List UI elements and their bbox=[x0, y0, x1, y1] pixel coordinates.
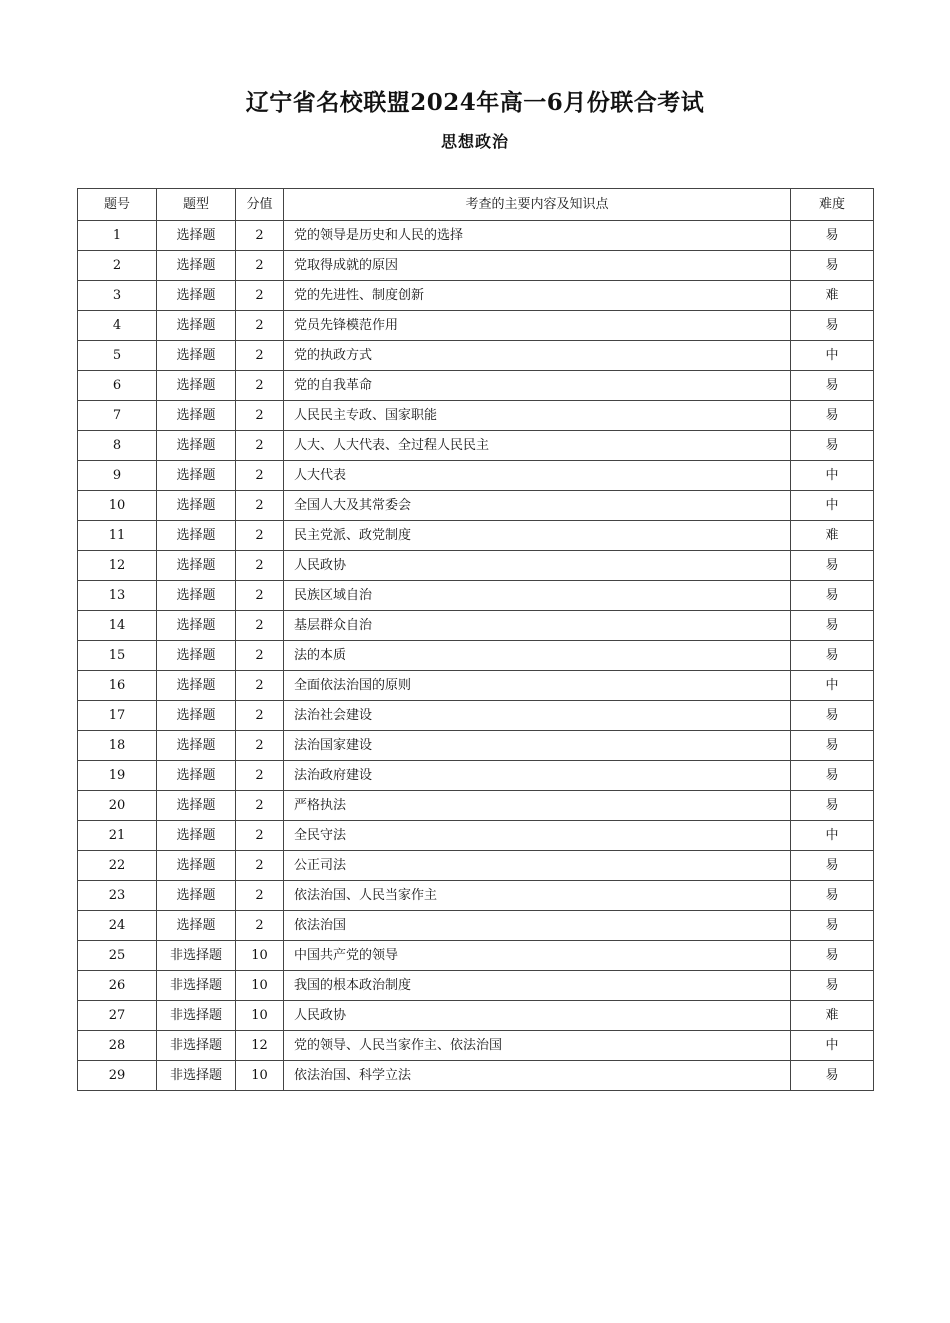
cell-question-type: 非选择题 bbox=[157, 1001, 236, 1031]
cell-question-type: 非选择题 bbox=[157, 971, 236, 1001]
table-row bbox=[78, 401, 874, 431]
cell-question-number: 20 bbox=[78, 791, 157, 821]
cell-difficulty: 易 bbox=[791, 431, 874, 461]
cell-difficulty: 难 bbox=[791, 1001, 874, 1031]
table-row bbox=[78, 371, 874, 401]
cell-score: 10 bbox=[236, 971, 284, 1001]
cell-difficulty: 难 bbox=[791, 521, 874, 551]
cell-score: 2 bbox=[236, 521, 284, 551]
cell-content: 依法治国、人民当家作主 bbox=[284, 881, 791, 911]
cell-question-number: 11 bbox=[78, 521, 157, 551]
cell-score: 2 bbox=[236, 641, 284, 671]
cell-score: 2 bbox=[236, 701, 284, 731]
cell-difficulty: 易 bbox=[791, 971, 874, 1001]
cell-question-number: 19 bbox=[78, 761, 157, 791]
cell-difficulty: 易 bbox=[791, 761, 874, 791]
cell-score: 2 bbox=[236, 911, 284, 941]
cell-question-type: 选择题 bbox=[157, 401, 236, 431]
cell-difficulty: 中 bbox=[791, 341, 874, 371]
table-row bbox=[78, 941, 874, 971]
header-difficulty: 难度 bbox=[791, 189, 874, 221]
cell-difficulty: 易 bbox=[791, 851, 874, 881]
cell-question-number: 25 bbox=[78, 941, 157, 971]
cell-score: 2 bbox=[236, 221, 284, 251]
cell-score: 2 bbox=[236, 671, 284, 701]
cell-question-number: 7 bbox=[78, 401, 157, 431]
cell-score: 2 bbox=[236, 581, 284, 611]
table-row bbox=[78, 851, 874, 881]
cell-difficulty: 中 bbox=[791, 491, 874, 521]
cell-difficulty: 中 bbox=[791, 461, 874, 491]
table-row bbox=[78, 761, 874, 791]
cell-score: 2 bbox=[236, 731, 284, 761]
table-row bbox=[78, 521, 874, 551]
cell-question-type: 选择题 bbox=[157, 611, 236, 641]
cell-score: 2 bbox=[236, 461, 284, 491]
cell-difficulty: 易 bbox=[791, 1061, 874, 1091]
table-row bbox=[78, 581, 874, 611]
cell-score: 2 bbox=[236, 491, 284, 521]
table-row bbox=[78, 281, 874, 311]
cell-question-type: 选择题 bbox=[157, 791, 236, 821]
cell-difficulty: 易 bbox=[791, 911, 874, 941]
cell-question-number: 23 bbox=[78, 881, 157, 911]
cell-content: 全民守法 bbox=[284, 821, 791, 851]
table-row bbox=[78, 431, 874, 461]
table-row bbox=[78, 641, 874, 671]
cell-question-type: 选择题 bbox=[157, 371, 236, 401]
cell-question-type: 选择题 bbox=[157, 821, 236, 851]
table-row bbox=[78, 1061, 874, 1091]
cell-question-type: 选择题 bbox=[157, 311, 236, 341]
cell-difficulty: 易 bbox=[791, 371, 874, 401]
cell-difficulty: 易 bbox=[791, 791, 874, 821]
cell-question-number: 21 bbox=[78, 821, 157, 851]
cell-question-number: 12 bbox=[78, 551, 157, 581]
cell-score: 10 bbox=[236, 1061, 284, 1091]
cell-difficulty: 中 bbox=[791, 821, 874, 851]
cell-content: 党的领导、人民当家作主、依法治国 bbox=[284, 1031, 791, 1061]
cell-score: 2 bbox=[236, 611, 284, 641]
cell-score: 10 bbox=[236, 1001, 284, 1031]
cell-content: 全面依法治国的原则 bbox=[284, 671, 791, 701]
cell-content: 基层群众自治 bbox=[284, 611, 791, 641]
table-row bbox=[78, 611, 874, 641]
cell-question-type: 选择题 bbox=[157, 251, 236, 281]
cell-question-number: 4 bbox=[78, 311, 157, 341]
cell-difficulty: 易 bbox=[791, 731, 874, 761]
cell-difficulty: 易 bbox=[791, 881, 874, 911]
header-content: 考查的主要内容及知识点 bbox=[284, 189, 791, 221]
cell-question-type: 选择题 bbox=[157, 731, 236, 761]
table-row bbox=[78, 551, 874, 581]
cell-difficulty: 易 bbox=[791, 611, 874, 641]
cell-question-number: 15 bbox=[78, 641, 157, 671]
cell-question-type: 选择题 bbox=[157, 911, 236, 941]
cell-difficulty: 易 bbox=[791, 311, 874, 341]
cell-question-type: 选择题 bbox=[157, 851, 236, 881]
cell-question-number: 9 bbox=[78, 461, 157, 491]
cell-question-number: 16 bbox=[78, 671, 157, 701]
table-row bbox=[78, 461, 874, 491]
cell-question-number: 27 bbox=[78, 1001, 157, 1031]
table-header-row bbox=[78, 189, 874, 221]
cell-question-number: 18 bbox=[78, 731, 157, 761]
cell-content: 法的本质 bbox=[284, 641, 791, 671]
cell-question-number: 17 bbox=[78, 701, 157, 731]
cell-question-type: 选择题 bbox=[157, 461, 236, 491]
cell-difficulty: 易 bbox=[791, 401, 874, 431]
cell-question-number: 22 bbox=[78, 851, 157, 881]
table-row bbox=[78, 341, 874, 371]
cell-question-number: 10 bbox=[78, 491, 157, 521]
cell-content: 党员先锋模范作用 bbox=[284, 311, 791, 341]
exam-analysis-table bbox=[77, 188, 874, 1091]
cell-question-number: 2 bbox=[78, 251, 157, 281]
table-row bbox=[78, 491, 874, 521]
cell-difficulty: 中 bbox=[791, 1031, 874, 1061]
cell-score: 2 bbox=[236, 761, 284, 791]
cell-content: 人大代表 bbox=[284, 461, 791, 491]
cell-question-type: 选择题 bbox=[157, 551, 236, 581]
cell-question-number: 26 bbox=[78, 971, 157, 1001]
cell-question-type: 选择题 bbox=[157, 881, 236, 911]
table-row bbox=[78, 311, 874, 341]
table-row bbox=[78, 731, 874, 761]
cell-question-type: 选择题 bbox=[157, 701, 236, 731]
table-row bbox=[78, 791, 874, 821]
cell-difficulty: 中 bbox=[791, 671, 874, 701]
cell-question-number: 29 bbox=[78, 1061, 157, 1091]
table-row bbox=[78, 251, 874, 281]
header-score: 分值 bbox=[236, 189, 284, 221]
cell-question-number: 24 bbox=[78, 911, 157, 941]
cell-question-type: 选择题 bbox=[157, 671, 236, 701]
cell-question-number: 6 bbox=[78, 371, 157, 401]
cell-content: 党的先进性、制度创新 bbox=[284, 281, 791, 311]
cell-question-number: 13 bbox=[78, 581, 157, 611]
cell-question-number: 5 bbox=[78, 341, 157, 371]
table-row bbox=[78, 701, 874, 731]
cell-question-number: 1 bbox=[78, 221, 157, 251]
cell-score: 2 bbox=[236, 251, 284, 281]
cell-question-type: 选择题 bbox=[157, 341, 236, 371]
cell-content: 党的执政方式 bbox=[284, 341, 791, 371]
cell-content: 党的自我革命 bbox=[284, 371, 791, 401]
cell-content: 人民民主专政、国家职能 bbox=[284, 401, 791, 431]
cell-score: 2 bbox=[236, 341, 284, 371]
cell-question-type: 选择题 bbox=[157, 491, 236, 521]
cell-question-type: 选择题 bbox=[157, 431, 236, 461]
cell-content: 我国的根本政治制度 bbox=[284, 971, 791, 1001]
document-subtitle: 思想政治 bbox=[440, 132, 509, 151]
table-row bbox=[78, 821, 874, 851]
cell-content: 依法治国、科学立法 bbox=[284, 1061, 791, 1091]
cell-content: 法治社会建设 bbox=[284, 701, 791, 731]
cell-content: 民族区域自治 bbox=[284, 581, 791, 611]
header-question-number: 题号 bbox=[78, 189, 157, 221]
cell-question-type: 选择题 bbox=[157, 581, 236, 611]
cell-difficulty: 易 bbox=[791, 221, 874, 251]
cell-content: 公正司法 bbox=[284, 851, 791, 881]
cell-score: 2 bbox=[236, 371, 284, 401]
table-row bbox=[78, 1001, 874, 1031]
table-row bbox=[78, 1031, 874, 1061]
cell-question-number: 28 bbox=[78, 1031, 157, 1061]
cell-content: 法治政府建设 bbox=[284, 761, 791, 791]
cell-content: 依法治国 bbox=[284, 911, 791, 941]
document-title: 辽宁省名校联盟2024年高一6月份联合考试 bbox=[245, 89, 705, 116]
cell-content: 人民政协 bbox=[284, 551, 791, 581]
cell-score: 2 bbox=[236, 431, 284, 461]
cell-content: 民主党派、政党制度 bbox=[284, 521, 791, 551]
cell-content: 全国人大及其常委会 bbox=[284, 491, 791, 521]
cell-score: 2 bbox=[236, 311, 284, 341]
header-question-type: 题型 bbox=[157, 189, 236, 221]
cell-question-number: 3 bbox=[78, 281, 157, 311]
cell-question-type: 非选择题 bbox=[157, 1061, 236, 1091]
cell-score: 2 bbox=[236, 881, 284, 911]
cell-difficulty: 易 bbox=[791, 641, 874, 671]
table-row bbox=[78, 671, 874, 701]
cell-difficulty: 难 bbox=[791, 281, 874, 311]
cell-score: 2 bbox=[236, 791, 284, 821]
cell-score: 2 bbox=[236, 281, 284, 311]
cell-question-type: 选择题 bbox=[157, 221, 236, 251]
cell-difficulty: 易 bbox=[791, 251, 874, 281]
cell-question-type: 非选择题 bbox=[157, 941, 236, 971]
cell-content: 中国共产党的领导 bbox=[284, 941, 791, 971]
cell-question-type: 选择题 bbox=[157, 761, 236, 791]
table-row bbox=[78, 221, 874, 251]
cell-content: 党的领导是历史和人民的选择 bbox=[284, 221, 791, 251]
cell-difficulty: 易 bbox=[791, 941, 874, 971]
cell-score: 2 bbox=[236, 401, 284, 431]
table-row bbox=[78, 971, 874, 1001]
cell-score: 2 bbox=[236, 821, 284, 851]
cell-score: 2 bbox=[236, 551, 284, 581]
cell-question-type: 非选择题 bbox=[157, 1031, 236, 1061]
table-row bbox=[78, 881, 874, 911]
cell-content: 党取得成就的原因 bbox=[284, 251, 791, 281]
cell-score: 12 bbox=[236, 1031, 284, 1061]
table-row bbox=[78, 911, 874, 941]
cell-difficulty: 易 bbox=[791, 551, 874, 581]
cell-question-type: 选择题 bbox=[157, 281, 236, 311]
cell-question-number: 14 bbox=[78, 611, 157, 641]
cell-question-type: 选择题 bbox=[157, 521, 236, 551]
cell-content: 严格执法 bbox=[284, 791, 791, 821]
cell-difficulty: 易 bbox=[791, 701, 874, 731]
cell-score: 2 bbox=[236, 851, 284, 881]
cell-content: 人大、人大代表、全过程人民民主 bbox=[284, 431, 791, 461]
cell-question-type: 选择题 bbox=[157, 641, 236, 671]
cell-content: 法治国家建设 bbox=[284, 731, 791, 761]
cell-content: 人民政协 bbox=[284, 1001, 791, 1031]
cell-question-number: 8 bbox=[78, 431, 157, 461]
cell-difficulty: 易 bbox=[791, 581, 874, 611]
cell-score: 10 bbox=[236, 941, 284, 971]
